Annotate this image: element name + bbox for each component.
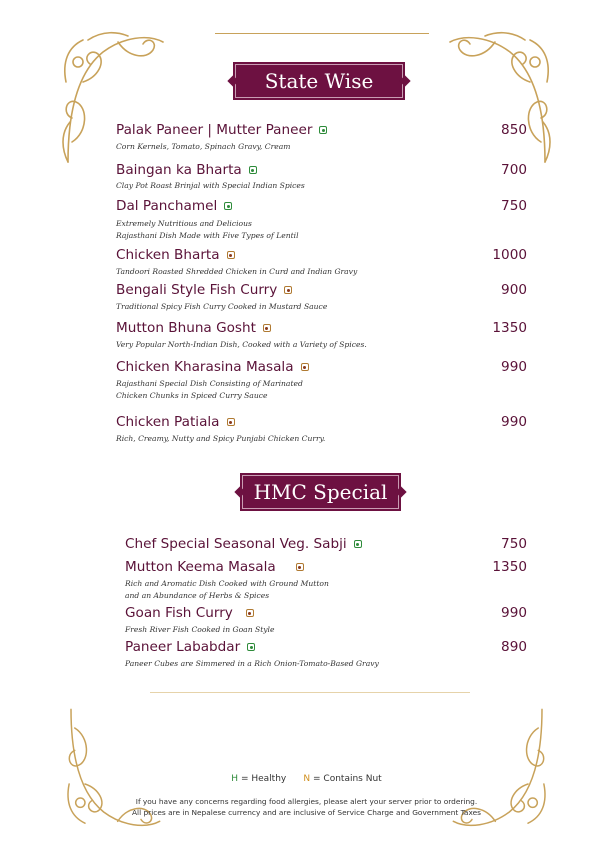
- item-description: Corn Kernels, Tomato, Spinach Gravy, Cream: [116, 142, 291, 151]
- item-price: 990: [501, 359, 527, 375]
- item-name: Mutton Bhuna Gosht: [116, 320, 271, 336]
- veg-icon: [354, 540, 362, 548]
- veg-icon: [247, 643, 255, 651]
- nut-key: N: [303, 774, 311, 784]
- item-price: 700: [501, 162, 527, 178]
- price-note: All prices are in Nepalese currency and are inclusive of Service Charge and Government Taxes: [131, 808, 481, 817]
- item-description: Tandoori Roasted Shredded Chicken in Curd and Indian Gravy: [116, 267, 358, 276]
- item-description: Fresh River Fish Cooked in Goan Style: [125, 625, 275, 634]
- item-name: Chicken Kharasina Masala: [116, 359, 309, 375]
- item-name: Paneer Lababdar: [125, 639, 255, 655]
- non-veg-icon: [284, 286, 292, 294]
- item-price: 1000: [492, 247, 527, 263]
- item-name: Chicken Bharta: [116, 247, 235, 263]
- item-description: Traditional Spicy Fish Curry Cooked in Mustard Sauce: [116, 302, 328, 311]
- ornament-bottom-right-icon: [445, 700, 555, 840]
- footer-notes: [0, 795, 613, 819]
- item-price: 900: [501, 282, 527, 298]
- non-veg-icon: [301, 363, 309, 371]
- item-name: Goan Fish Curry: [125, 605, 254, 621]
- bottom-divider: [150, 692, 470, 693]
- veg-icon: [224, 202, 232, 210]
- non-veg-icon: [227, 418, 235, 426]
- item-description: Extremely Nutritious and Delicious: [116, 219, 252, 228]
- item-price: 990: [501, 605, 527, 621]
- item-name: Chef Special Seasonal Veg. Sabji: [125, 536, 362, 552]
- item-description: and an Abundance of Herbs & Spices: [125, 591, 270, 600]
- item-price: 750: [501, 536, 527, 552]
- healthy-key: H: [231, 774, 239, 784]
- diet-legend: [0, 774, 613, 784]
- ornament-top-right-icon: [445, 22, 555, 172]
- item-description: Very Popular North-Indian Dish, Cooked with a Variety of Spices.: [116, 340, 367, 349]
- allergy-note: If you have any concerns regarding food allergies, please alert your server prior to ordering.: [135, 797, 478, 806]
- item-price: 1350: [492, 559, 527, 575]
- non-veg-icon: [246, 609, 254, 617]
- item-name: Chicken Patiala: [116, 414, 235, 430]
- veg-icon: [319, 126, 327, 134]
- healthy-label: = Healthy: [240, 774, 287, 784]
- section-title-state-wise: State Wise: [233, 62, 405, 100]
- item-description: Chicken Chunks in Spiced Curry Sauce: [116, 391, 268, 400]
- top-divider: [215, 33, 429, 34]
- veg-icon: [249, 166, 257, 174]
- item-description: Rajasthani Dish Made with Five Types of Lentil: [116, 231, 299, 240]
- non-veg-icon: [296, 563, 304, 571]
- item-name: Baingan ka Bharta: [116, 162, 257, 178]
- non-veg-icon: [227, 251, 235, 259]
- item-price: 850: [501, 122, 527, 138]
- item-name: Mutton Keema Masala: [125, 559, 304, 575]
- item-price: 990: [501, 414, 527, 430]
- ornament-bottom-left-icon: [58, 700, 168, 840]
- item-price: 890: [501, 639, 527, 655]
- item-description: Rajasthani Special Dish Consisting of Marinated: [116, 379, 303, 388]
- item-price: 750: [501, 198, 527, 214]
- section-title-hmc-special: HMC Special: [240, 473, 401, 511]
- item-price: 1350: [492, 320, 527, 336]
- item-name: Palak Paneer | Mutter Paneer: [116, 122, 327, 138]
- item-description: Clay Pot Roast Brinjal with Special Indian Spices: [116, 181, 305, 190]
- item-name: Bengali Style Fish Curry: [116, 282, 292, 298]
- nut-label: = Contains Nut: [313, 774, 382, 784]
- non-veg-icon: [263, 324, 271, 332]
- item-description: Paneer Cubes are Simmered in a Rich Onion-Tomato-Based Gravy: [125, 659, 379, 668]
- item-name: Dal Panchamel: [116, 198, 232, 214]
- item-description: Rich, Creamy, Nutty and Spicy Punjabi Chicken Curry.: [116, 434, 326, 443]
- item-description: Rich and Aromatic Dish Cooked with Ground Mutton: [125, 579, 329, 588]
